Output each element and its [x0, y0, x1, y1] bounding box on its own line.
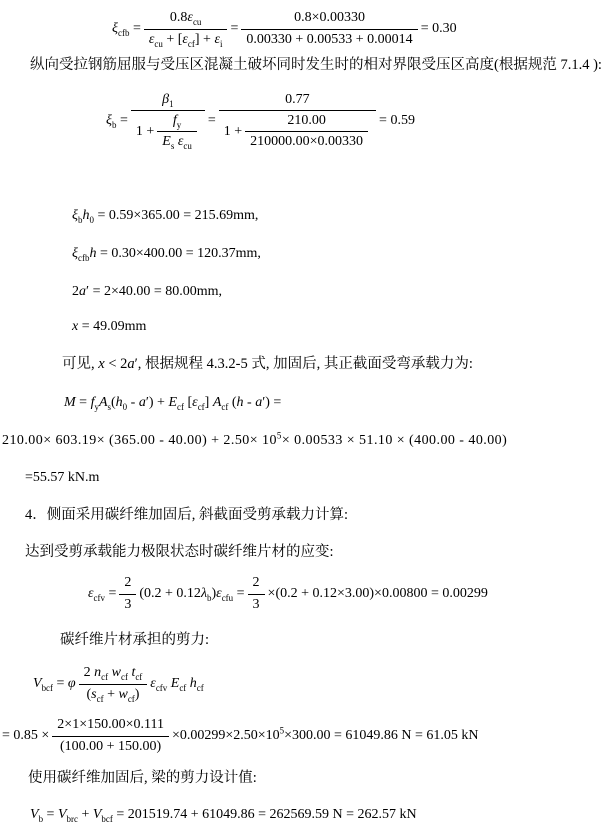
- formula-result: = 0.59: [379, 113, 415, 129]
- line-xi-cfb-h: $\xi_{cfb}h = 0.30\times 400.00 = 120.37mm$,: [72, 246, 261, 263]
- formula-lhs: $\xi_{cfb}$ =: [112, 21, 141, 39]
- denominator: (100.00 + 150.00): [60, 738, 162, 754]
- denominator: 210000.00×0.00330: [250, 134, 364, 150]
- heading-section-4: 4．侧面采用碳纤维加固后, 斜截面受剪承载力计算:: [25, 507, 349, 523]
- denominator: 0.00330 + 0.00533 + 0.00014: [246, 31, 413, 47]
- formula-lhs: = 0.85 ×: [2, 728, 50, 744]
- fraction: [241, 10, 417, 47]
- line-2a-prime: 2a′ = 2×40.00 = 80.00mm,: [72, 284, 223, 299]
- denominator: $\varepsilon_{cu} + [\varepsilon_{cf}] + \varepsilon_i$: [148, 31, 223, 49]
- formula-result: $\times 0.00299\times 2.50\times 10^5\times 300.00 = 61049.86$ N = 61.05 kN: [171, 725, 479, 744]
- formula-xi-cfb: [112, 4, 457, 54]
- numerator: 2: [119, 575, 136, 594]
- denominator: [131, 111, 205, 150]
- numerator: $f_y$: [157, 113, 197, 132]
- formula-v-b-total: $V_b = V_{brc} + V_{bcf} = 201519.74 + 61049.86 = 262569.59$ N = 262.57 kN: [30, 807, 417, 824]
- formula-result: = 0.30: [420, 21, 457, 37]
- paragraph-cfrp-shear: 碳纤维片材承担的剪力:: [60, 632, 210, 648]
- paragraph-boundary-height: 纵向受拉钢筋屈服与受压区混凝土破坏同时发生时的相对界限受压区高度(根据规范 7.1.4 ):: [30, 57, 602, 73]
- formula-xi-b: [106, 88, 415, 154]
- formula-v-bcf: [33, 658, 204, 710]
- fraction: [219, 92, 376, 150]
- numerator: 2×1×150.00×0.111: [52, 717, 169, 736]
- denominator: 3: [252, 596, 260, 612]
- formula-rhs: $\varepsilon_{cfv}$ $E_{cf}$ $h_{cf}$: [150, 676, 204, 694]
- fraction-two-thirds: [248, 575, 265, 612]
- formula-result: ×(0.2 + 0.12×3.00)×0.00800 = 0.00299: [267, 586, 488, 602]
- denominator: [219, 111, 376, 150]
- equals-sign: =: [207, 113, 216, 129]
- paragraph-design-shear: 使用碳纤维加固后, 梁的剪力设计值:: [28, 770, 257, 786]
- denominator: $(s_{cf} + w_{cf})$: [86, 686, 140, 704]
- paragraph-strain-limit: 达到受剪承载能力极限状态时碳纤维片材的应变:: [25, 544, 334, 560]
- denominator: 3: [124, 596, 132, 612]
- denominator-prefix: 1 +: [135, 123, 155, 139]
- paragraph-visible-conclusion: 可见, x < 2a′, 根据规程 4.3.2-5 式, 加固后, 其正截面受弯承载力为:: [62, 356, 473, 372]
- line-moment-result: =55.57 kN.m: [25, 470, 100, 485]
- fraction: [144, 10, 228, 47]
- line-x-value: x = 49.09mm: [72, 319, 147, 334]
- line-xi-b-h0: $\xi_bh_0 = 0.59\times 365.00 = 215.69mm$,: [72, 208, 259, 225]
- numerator: 0.77: [219, 92, 376, 111]
- numerator: $\beta_1$: [131, 92, 205, 111]
- numerator: 210.00: [245, 113, 368, 132]
- formula-epsilon-cfv: [88, 572, 488, 616]
- nested-fraction: [157, 113, 197, 150]
- numerator: $0.8\varepsilon_{cu}$: [144, 10, 228, 29]
- fraction: [79, 665, 148, 702]
- fraction-two-thirds: [119, 575, 136, 612]
- denominator-prefix: 1 +: [223, 123, 243, 139]
- fraction: [52, 717, 169, 754]
- numerator: 2 $n_{cf}$ $w_{cf}$ $t_{cf}$: [79, 665, 148, 684]
- formula-moment: $M = f_yA_s(h_0 - a') + E_{cf}$ $[\varepsilon_{cf}]$ $A_{cf}$ (h - a′) =: [64, 395, 282, 412]
- formula-lhs: $\xi_b$ =: [106, 113, 128, 131]
- formula-v-bcf-calculation: [2, 710, 479, 762]
- formula-lhs: $\varepsilon_{cfv}$ =: [88, 586, 117, 604]
- equals-sign: =: [230, 21, 239, 37]
- numerator: 2: [248, 575, 265, 594]
- nested-fraction: [245, 113, 368, 150]
- fraction: [131, 92, 205, 150]
- formula-middle: $(0.2 + 0.12\lambda_b)\varepsilon_{cfu}$ =: [139, 586, 245, 604]
- formula-lhs: $V_{bcf} = \varphi$: [33, 676, 76, 694]
- denominator: $E_s$ $\varepsilon_{cu}$: [162, 134, 192, 151]
- numerator: 0.8×0.00330: [241, 10, 417, 29]
- line-moment-calculation: $210.00\times 603.19\times (365.00 - 40.00) + 2.50\times 10^5\times 0.00533 \times 51.10 \times (400.00 - 40.00)$: [2, 430, 508, 448]
